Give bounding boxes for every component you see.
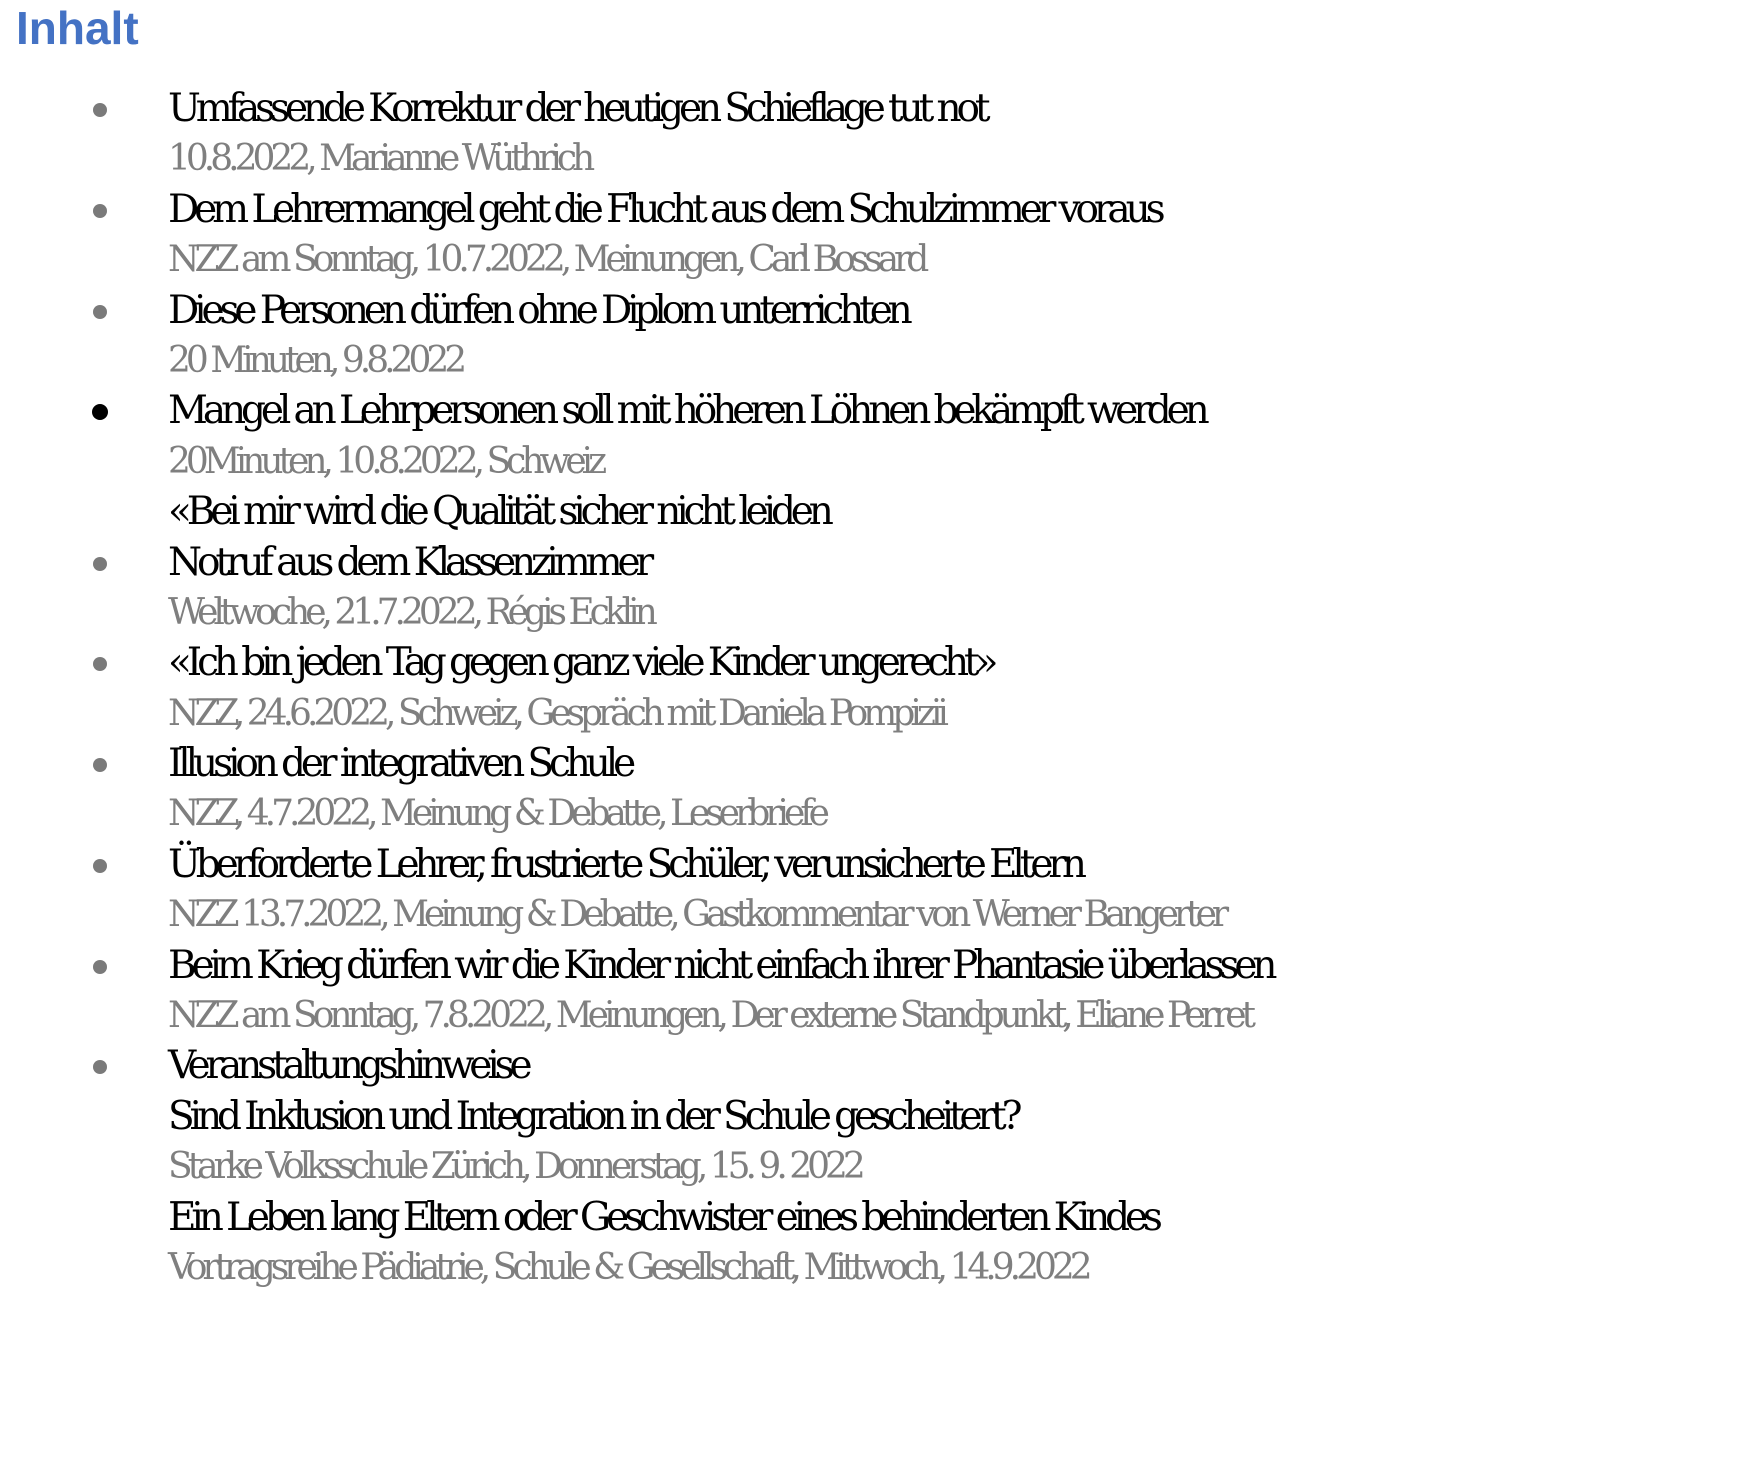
toc-item-title[interactable]	[0, 84, 1752, 134]
toc-item-title[interactable]	[0, 386, 1752, 436]
toc-item-title-text: Überforderte Lehrer, frustrierte Schüler, verunsicherte Eltern	[168, 841, 1082, 887]
toc-item-source: NZZ am Sonntag, 10.7.2022, Meinungen, Carl Bossard	[168, 239, 925, 281]
bullet-icon	[93, 305, 107, 319]
table-of-contents	[0, 84, 1752, 1293]
bullet-icon	[93, 960, 107, 974]
bullet-icon	[93, 103, 107, 117]
toc-item-title[interactable]	[0, 638, 1752, 688]
toc-item-title-text: Mangel an Lehrpersonen soll mit höheren Löhnen bekämpft werden	[168, 388, 1205, 434]
toc-item-source: 20Minuten, 10.8.2022, Schweiz	[168, 440, 603, 482]
toc-item-title[interactable]	[0, 538, 1752, 588]
bullet-icon	[93, 1060, 107, 1074]
bullet-icon	[92, 404, 108, 420]
toc-item-title[interactable]	[0, 739, 1752, 789]
toc-item-title-text: Dem Lehrermangel geht die Flucht aus dem Schulzimmer voraus	[168, 186, 1161, 232]
toc-item-title-text: Umfassende Korrektur der heutigen Schieflage tut not	[168, 86, 986, 131]
toc-item-title[interactable]	[0, 941, 1752, 991]
bullet-icon	[93, 859, 107, 873]
bullet-icon	[93, 657, 107, 671]
toc-item-title[interactable]	[0, 1041, 1752, 1091]
toc-item-title-text: Beim Krieg dürfen wir die Kinder nicht einfach ihrer Phantasie überlassen	[168, 942, 1273, 988]
toc-item-source: NZZ 13.7.2022, Meinung & Debatte, Gastkommentar von Werner Bangerter	[168, 894, 1225, 936]
toc-item-source: NZZ, 4.7.2022, Meinung & Debatte, Leserbriefe	[168, 793, 825, 835]
toc-item-title[interactable]	[0, 286, 1752, 336]
toc-item-source: Weltwoche, 21.7.2022, Régis Ecklin	[168, 591, 653, 633]
toc-item-title[interactable]	[0, 185, 1752, 235]
toc-item-source: NZZ, 24.6.2022, Schweiz, Gespräch mit Daniela Pompizii	[168, 692, 944, 734]
bullet-icon	[93, 204, 107, 218]
toc-item-source: 20 Minuten, 9.8.2022	[168, 339, 463, 381]
toc-item-source: NZZ am Sonntag, 7.8.2022, Meinungen, Der externe Standpunkt, Eliane Perret	[168, 995, 1251, 1037]
toc-item-title[interactable]	[0, 840, 1752, 890]
toc-item-title-text: Illusion der integrativen Schule	[168, 741, 632, 787]
toc-event-source: Vortragsreihe Pädiatrie, Schule & Gesellschaft, Mittwoch, 14.9.2022	[168, 1246, 1088, 1288]
toc-heading: Inhalt	[16, 2, 139, 54]
toc-event-title[interactable]: Ein Leben lang Eltern oder Geschwister eines behinderten Kindes	[168, 1194, 1158, 1240]
toc-item-subtitle[interactable]: «Bei mir wird die Qualität sicher nicht leiden	[168, 489, 829, 535]
toc-item-source: 10.8.2022, Marianne Wüthrich	[168, 138, 591, 180]
toc-event-title[interactable]: Sind Inklusion und Integration in der Schule gescheitert?	[168, 1093, 1018, 1139]
bullet-icon	[93, 758, 107, 772]
toc-item-title-text: Notruf aus dem Klassenzimmer	[168, 539, 650, 585]
toc-event-source: Starke Volksschule Zürich, Donnerstag, 15. 9. 2022	[168, 1146, 861, 1188]
toc-item-title-text: Veranstaltungshinweise	[168, 1043, 528, 1089]
toc-item-title-text: «Ich bin jeden Tag gegen ganz viele Kinder ungerecht»	[168, 640, 994, 686]
bullet-icon	[93, 557, 107, 571]
toc-item-title-text: Diese Personen dürfen ohne Diplom unterrichten	[168, 287, 908, 333]
